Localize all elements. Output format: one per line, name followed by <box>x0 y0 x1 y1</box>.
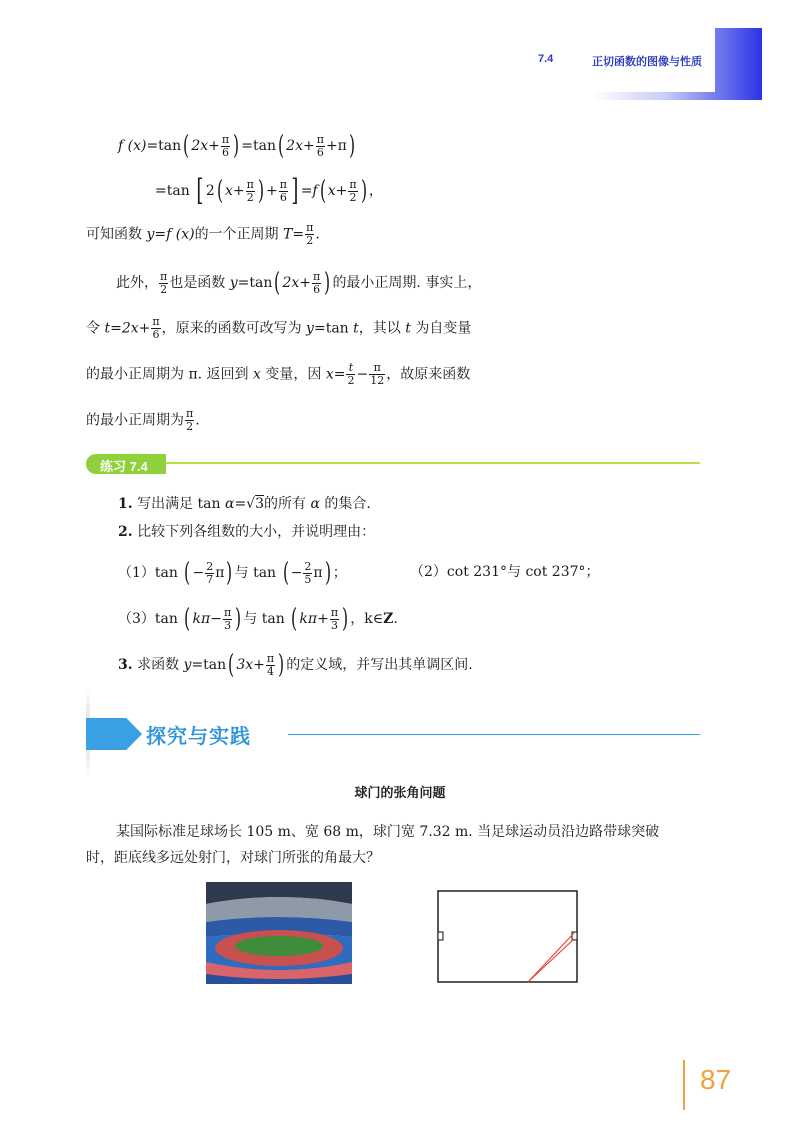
derivation-line-2: =tan [ 2( x+ $\frac{\pi}{2}$ ) + $\frac{\pi}{6}$ ] =f( x+ $\frac{\pi}{2}$ ) ， <box>155 173 383 208</box>
derivation-line-1: f (x)=tan( 2x+ $\frac{\pi}{6}$ ) =tan( 2x+ $\frac{\pi}{6}$ +π) <box>118 131 356 161</box>
page-number: 87 <box>700 1064 732 1095</box>
paragraph-line-2: 令 t=2x+ $\frac{\pi}{6}$ ，原来的函数可改写为 y=tan t，其以 t 为自变量 <box>86 315 472 341</box>
problem-body-line-2: 时，距底线多远处射门，对球门所张的角最大？ <box>86 850 380 866</box>
explore-label: 探究与实践 <box>146 726 251 748</box>
field-diagram <box>437 890 583 986</box>
problem-body-line-1: 某国际标准足球场长 105 m、宽 68 m，球门宽 7.32 m. 当足球运动员沿边路带球突破 <box>116 824 660 840</box>
page-number-divider <box>683 1060 685 1110</box>
left-goal <box>438 932 443 940</box>
explore-divider-line <box>288 734 700 735</box>
explore-arrow-icon <box>86 718 142 750</box>
right-goal <box>572 932 577 940</box>
exercise-question-3: 3. 求函数 y=tan( 3x+ $\frac{\pi}{4}$ ) 的定义域，并写出其单调区间. <box>118 650 473 680</box>
exercise-question-2-part-2: （2）cot 231°与 cot 237°； <box>410 564 600 580</box>
exercise-question-2-part-1: （1）tan ( − $\frac{2}{7}$ π) 与 tan ( − $\frac{2}{5}$ π) ； <box>118 558 347 588</box>
exercise-label: 练习 7.4 <box>100 459 148 474</box>
exercise-divider-line <box>155 462 700 464</box>
exercise-question-1: 1. 写出满足 tan α=√3的所有 α 的集合. <box>118 496 371 512</box>
problem-title: 球门的张角问题 <box>354 785 446 800</box>
paragraph-line-4: 的最小正周期为 $\frac{\pi}{2}$ . <box>86 407 200 433</box>
derivation-conclusion: 可知函数 y=f (x)的一个正周期 T= $\frac{\pi}{2}$ . <box>86 221 320 247</box>
field-outline <box>438 891 577 982</box>
paragraph-line-3: 的最小正周期为 π. 返回到 x 变量，因 x= $\frac{t}{2}$ − $\frac{\pi}{12}$ ，故原来函数 <box>86 361 471 387</box>
exercise-question-2-part-3: （3）tan ( kπ− $\frac{\pi}{3}$ ) 与 tan ( kπ+ $\frac{\pi}{3}$ ) ，k∈Z. <box>118 604 398 634</box>
exercise-question-2: 2. 比较下列各组数的大小，并说明理由： <box>118 524 376 540</box>
header-section-number: 7.4 <box>538 53 554 65</box>
paragraph-line-1: 此外， $\frac{\pi}{2}$ 也是函数 y=tan( 2x+ $\frac{\pi}{6}$ ) 的最小正周期. 事实上， <box>116 268 482 298</box>
stadium-photo <box>206 882 352 984</box>
header-section-title: 正切函数的图像与性质 <box>592 56 702 68</box>
